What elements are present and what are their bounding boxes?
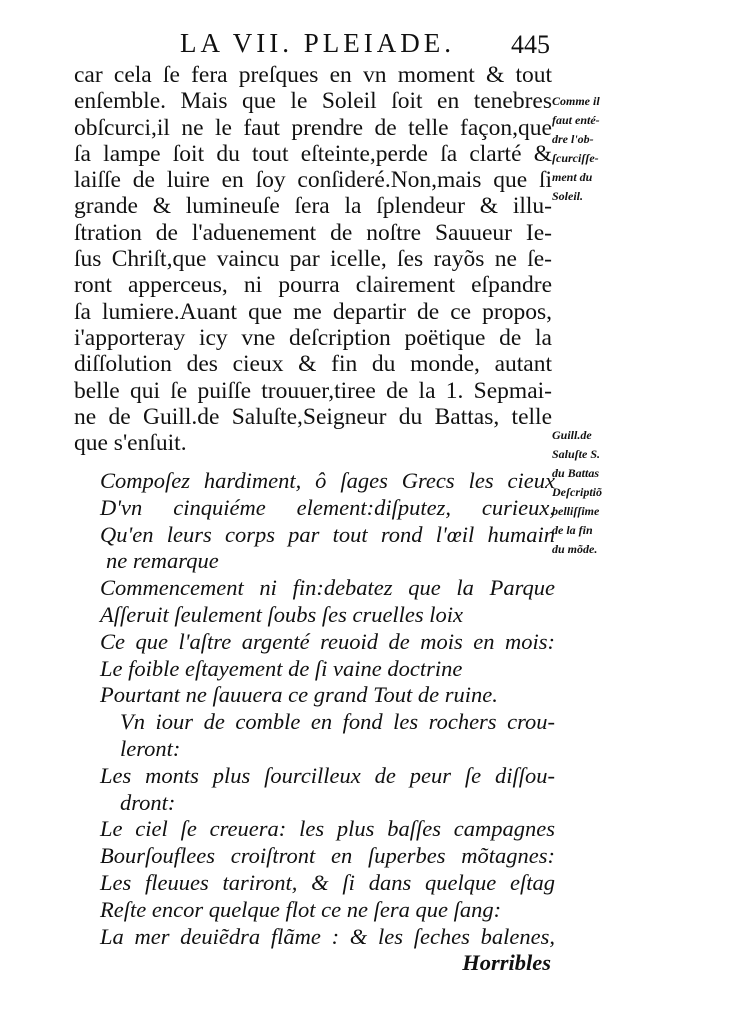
text-line: que s'enſuit.: [74, 430, 187, 457]
note-line: de la fin: [552, 523, 593, 537]
verse-line: Le foible eſtayement de ſi vaine doctrine: [100, 655, 463, 681]
note-line: dre l'ob-: [552, 132, 594, 146]
text-line: i'apporteray icy vne deſcription poëtique de la: [74, 324, 552, 351]
text-line: enſemble. Mais que le Soleil ſoit en tenebres: [74, 88, 552, 115]
verse-line: Pourtant ne ſauuera ce grand Tout de ruine.: [100, 682, 498, 708]
running-head: LA VII. PLEIADE.: [180, 28, 455, 58]
note-line: Saluſte S.: [552, 447, 601, 461]
text-line: ront apperceus, ni pourra clairement eſpandre: [74, 272, 552, 299]
catchword: Horribles: [462, 950, 551, 976]
verse-line: ne remarque: [106, 548, 219, 574]
text-line: car cela ſe fera preſques en vn moment & tout: [74, 62, 552, 88]
note-line: ment du: [552, 170, 593, 184]
text-line: ne de Guill.de Saluſte,Seigneur du Battas, telle: [74, 403, 552, 430]
verse-line: Les fleuues tariront, & ſi dans quelque eſtag: [100, 869, 555, 895]
verse-quotation: [100, 468, 555, 977]
verse-line: Bourſouflees croiſtront en ſuperbes mõtagnes:: [100, 843, 555, 869]
text-line: belle qui ſe puiſſe trouuer,tiree de la 1. Sepmai-: [74, 377, 552, 404]
text-line: laiſſe de luire en ſoy conſideré.Non,mais que ſi: [74, 167, 552, 194]
text-line: ſa lampe ſoit du tout eſteinte,perde ſa clarté &: [74, 140, 552, 167]
note-line: du mõde.: [552, 542, 598, 556]
text-line: ſus Chriſt,que vaincu par icelle, ſes rayõs ne ſe-: [74, 246, 552, 273]
text-line: ſa lumiere.Auant que me departir de ce propos,: [74, 298, 552, 325]
verse-line: Vn iour de comble en fond les rochers crou-: [120, 709, 555, 735]
verse-line: Reſte encor quelque flot ce ne ſera que ſang:: [100, 896, 502, 922]
note-line: du Battas: [552, 466, 600, 480]
verse-line: Le ciel ſe creuera: les plus baſſes campagnes: [100, 816, 555, 842]
verse-line: Compoſez hardiment, ô ſages Grecs les cieux: [100, 468, 555, 493]
note-line: faut enté-: [552, 113, 600, 127]
note-line: Deſcriptiõ: [552, 485, 602, 499]
margin-note-sun: [552, 92, 632, 206]
text-line: diſſolution des cieux & fin du monde, autant: [74, 351, 552, 378]
text-line: obſcurci,il ne le faut prendre de telle façon,que: [74, 114, 552, 141]
verse-line: Aſſeruit ſeulement ſoubs ſes cruelles loix: [100, 601, 464, 627]
note-line: Soleil.: [552, 189, 584, 203]
note-line: ſcurciſſe-: [552, 151, 599, 165]
verse-line: La mer deuiẽdra flãme : & les ſeches balenes,: [100, 923, 555, 949]
verse-line: Ce que l'aſtre argenté reuoid de mois en mois:: [100, 628, 555, 654]
note-line: Guill.de: [552, 428, 592, 442]
verse-line: D'vn cinquiéme element:diſputez, curieux,: [100, 494, 555, 520]
page-number: 445: [511, 30, 550, 59]
note-line: Comme il: [552, 94, 600, 108]
text-line: ſtration de l'aduenement de noſtre Sauueur Ie-: [74, 219, 552, 246]
margin-note-bartas: [552, 426, 632, 559]
verse-line: Commencement ni fin:debatez que la Parque: [100, 575, 555, 601]
note-line: belliſſime: [552, 504, 600, 518]
prose-text: [74, 62, 552, 456]
text-line: grande & lumineuſe ſera la ſplendeur & illu-: [74, 193, 552, 220]
verse-line: Qu'en leurs corps par tout rond l'œil humain: [100, 521, 555, 547]
verse-line: leront:: [120, 735, 181, 761]
verse-line: Les monts plus ſourcilleux de peur ſe diſſou-: [100, 762, 555, 788]
verse-line: dront:: [120, 789, 176, 815]
